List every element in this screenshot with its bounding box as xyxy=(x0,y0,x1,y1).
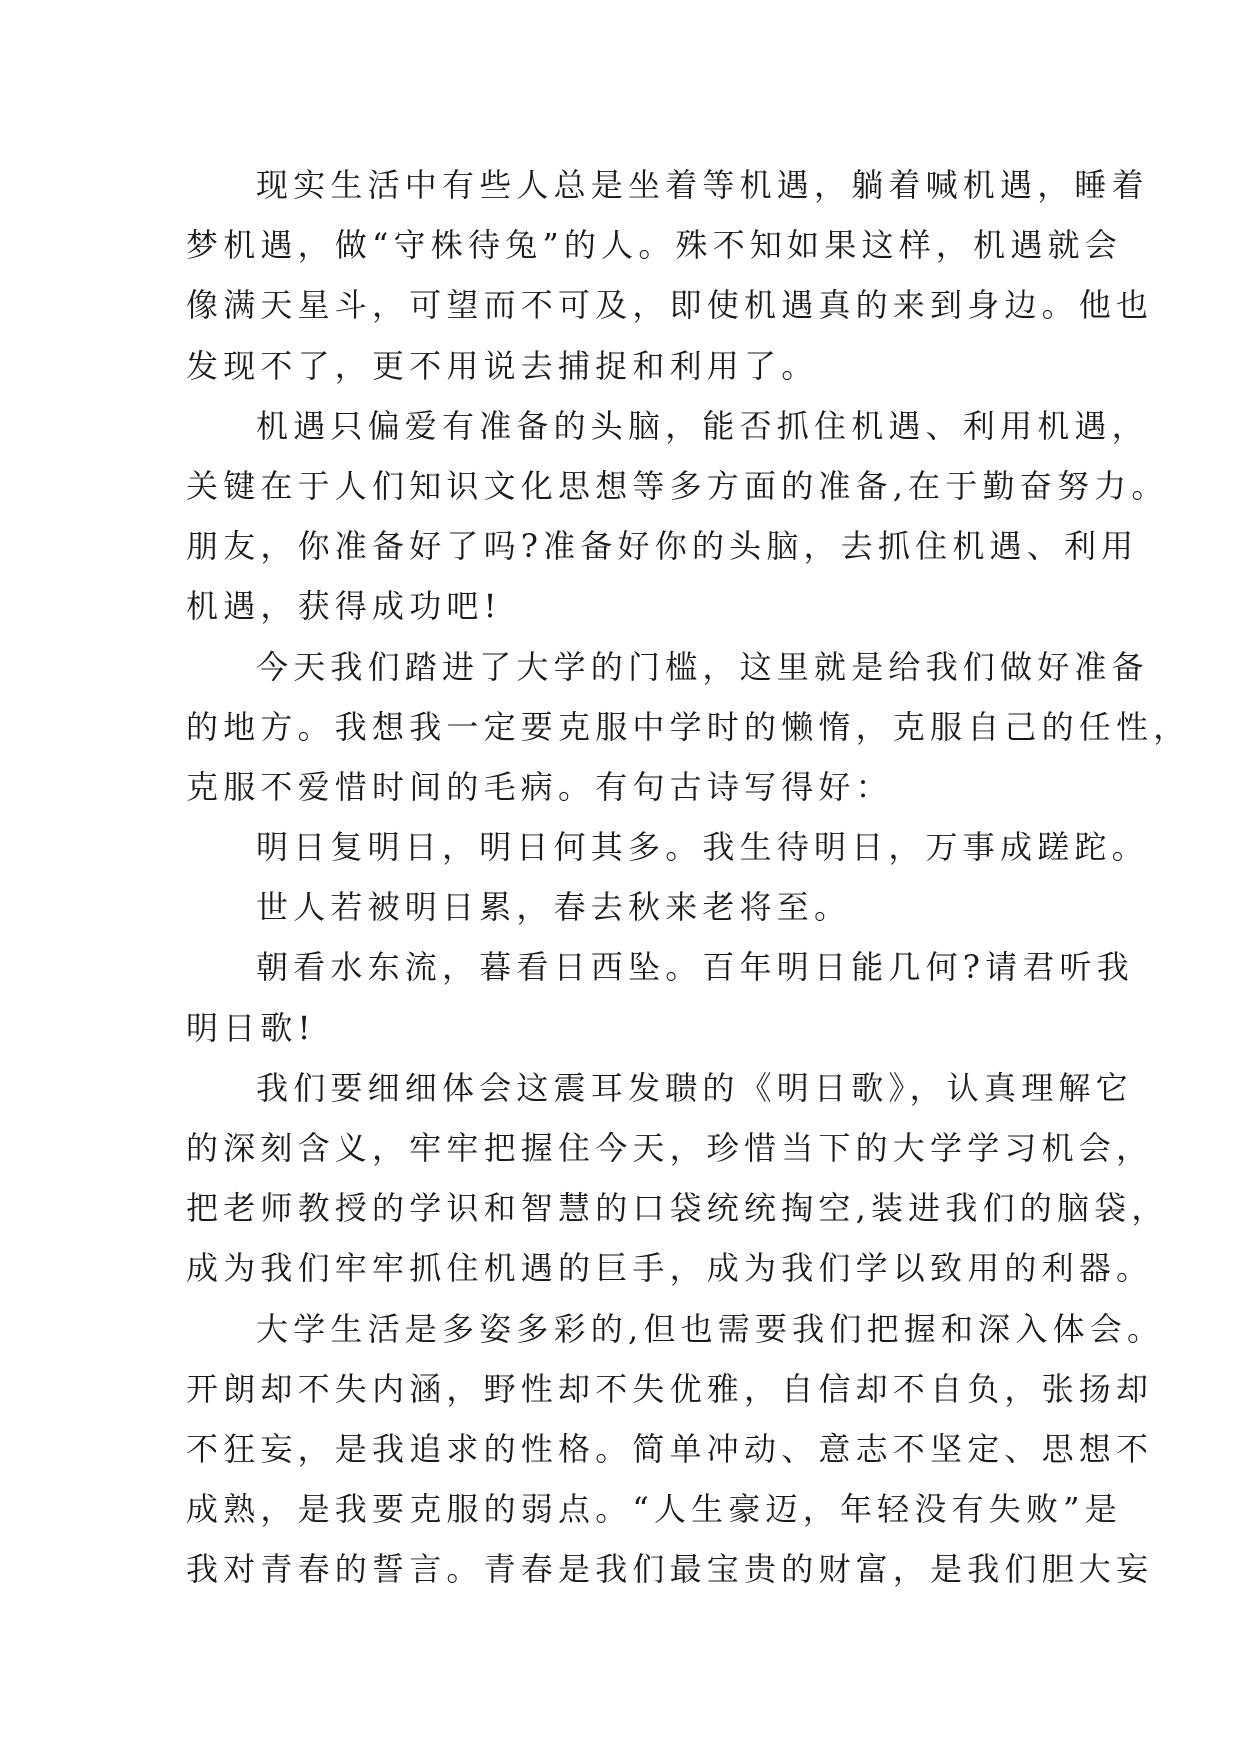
text-line: 梦机遇，做“守株待兔”的人。殊不知如果这样，机遇就会 xyxy=(186,226,1122,265)
poem-line: 明日复明日，明日何其多。我生待明日，万事成蹉跎。 xyxy=(256,828,1149,867)
document-body xyxy=(186,155,1191,1600)
text-line: 朋友，你准备好了吗?准备好你的头脑，去抓住机遇、利用 xyxy=(186,527,1139,566)
poem-line: 明日歌! xyxy=(186,1008,316,1047)
text-line: 关键在于人们知识文化思想等多方面的准备,在于勤奋努力。 xyxy=(186,466,1169,505)
text-line: 发现不了，更不用说去捕捉和利用了。 xyxy=(186,346,819,385)
text-line: 机遇只偏爱有准备的头脑，能否抓住机遇、利用机遇， xyxy=(256,406,1149,445)
text-line: 今天我们踏进了大学的门槛，这里就是给我们做好准备 xyxy=(256,647,1149,686)
text-line: 我对青春的誓言。青春是我们最宝贵的财富，是我们胆大妄 xyxy=(186,1550,1154,1589)
text-line: 的深刻含义，牢牢把握住今天，珍惜当下的大学学习机会， xyxy=(186,1129,1154,1167)
text-line: 开朗却不失内涵，野性却不失优雅，自信却不自负，张扬却 xyxy=(186,1369,1154,1408)
text-line: 像满天星斗，可望而不可及，即使机遇真的来到身边。他也 xyxy=(186,286,1154,325)
text-line: 克服不爱惜时间的毛病。有句古诗写得好： xyxy=(186,767,893,806)
text-line: 现实生活中有些人总是坐着等机遇，躺着喊机遇，睡着 xyxy=(256,166,1149,204)
poem-line: 朝看水东流，暮看日西坠。百年明日能几何?请君听我 xyxy=(256,948,1134,987)
text-line: 我们要细细体会这震耳发聩的《明日歌》，认真理解它 xyxy=(256,1068,1133,1107)
text-line: 把老师教授的学识和智慧的口袋统统掏空,装进我们的脑袋， xyxy=(186,1189,1169,1228)
text-line: 机遇，获得成功吧! xyxy=(186,587,502,626)
text-line: 的地方。我想我一定要克服中学时的懒惰，克服自己的任性， xyxy=(186,707,1191,746)
text-line: 成为我们牢牢抓住机遇的巨手，成为我们学以致用的利器。 xyxy=(186,1249,1154,1288)
text-line: 成熟，是我要克服的弱点。“人生豪迈，年轻没有失败”是 xyxy=(186,1490,1122,1529)
poem-line: 世人若被明日累，春去秋来老将至。 xyxy=(256,888,852,927)
text-line: 大学生活是多姿多彩的,但也需要我们把握和深入体会。 xyxy=(256,1309,1165,1348)
text-line: 不狂妄，是我追求的性格。简单冲动、意志不坚定、思想不 xyxy=(186,1429,1154,1468)
